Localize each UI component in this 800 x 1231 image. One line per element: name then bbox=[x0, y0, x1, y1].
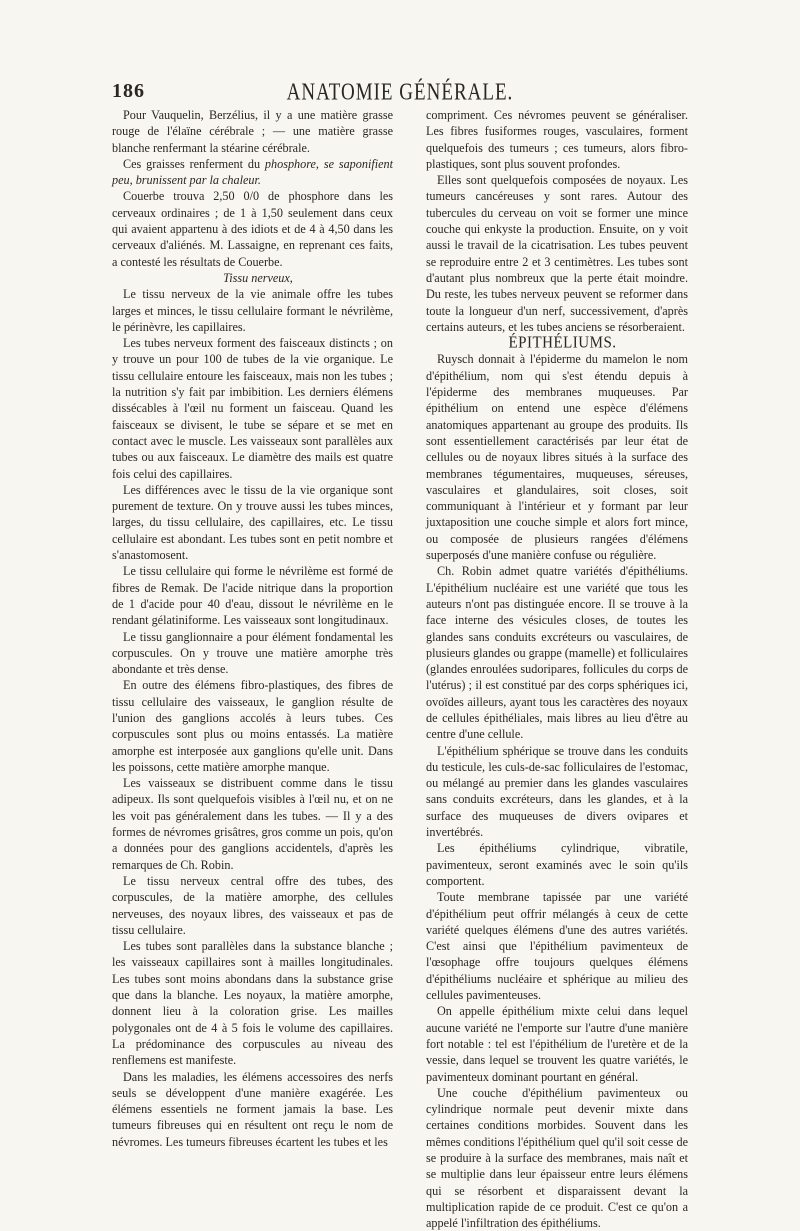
paragraph: Le tissu nerveux central offre des tubes, des corpuscules, de la matière amorphe, des cellules nerveuses, des noyaux libres, des vaisseaux et pas de tissu cellulaire. bbox=[112, 873, 393, 937]
running-title: ANATOMIE GÉNÉRALE. bbox=[286, 79, 514, 106]
paragraph: Une couche d'épithélium pavimenteux ou cylindrique normale peut devenir mixte dans certaines conditions morbides. Souvent dans les mêmes conditions l'épithélium quel qu'il soit cesse de se produire à la surface des membranes, mais naît et se multiplie dans leur épaisseur entre leurs élémens qui se résorbent et disparaissent devant la multiplication rapide de ce produit. C'est ce qu'on a appelé l'infiltration des épithéliums. bbox=[426, 1085, 688, 1231]
section-title: ÉPITHÉLIUMS. bbox=[508, 333, 617, 353]
paragraph-text: Ces graisses renferment du bbox=[123, 156, 265, 171]
subsection-title: Tissu nerveux, bbox=[223, 270, 293, 285]
left-column bbox=[112, 107, 393, 1150]
paragraph: Les tubes nerveux forment des faisceaux distincts ; on y trouve un pour 100 de tubes de la vie organique. Le tissu cellulaire entoure les faisceaux, mais non les tubes ; la nutrition s'y fait par imbibition. Les derniers élémens dissécables à l'œil nu forment un faisceau. Quand les faisceaux se divisent, le tube se sépare et se met en contact avec le muscle. Les vaisseaux sont parallèles aux tubes ou aux faisceaux. Le diamètre des mails est quatre fois celui des capillaires. bbox=[112, 336, 393, 481]
page-header bbox=[112, 80, 688, 110]
paragraph: Les vaisseaux se distribuent comme dans le tissu adipeux. Ils sont quelquefois visibles à l'œil nu, et on ne les voit pas généralement dans les tubes. — Il y a des formes de névromes grisâtres, gros comme un pois, qu'on a données pour des ganglions accidentels, d'après les remarques de Ch. Robin. bbox=[112, 776, 393, 872]
paragraph: Le tissu cellulaire qui forme le névrilème est formé de fibres de Remak. De l'acide nitrique dans la proportion de 1 d'acide pour 40 d'eau, dissout le névrilème en le rendant gélatiniforme. Les vaisseaux sont longitudinaux. bbox=[112, 564, 393, 628]
paragraph: L'épithélium sphérique se trouve dans les conduits du testicule, les culs-de-sac folliculaires de l'estomac, ou mélangé au premier dans les glandes vasculaires sans conduits excréteurs, dans les glandes, et à la surface des muqueuses de divers ovipares et invertébrés. bbox=[426, 743, 688, 840]
paragraph: Elles sont quelquefois composées de noyaux. Les tumeurs cancéreuses y sont rares. Autour des tubercules du cerveau on voit se former une mince couche qui enkyste la production. Ensuite, on y voit aussi le travail de la cicatrisation. Les tubes peuvent se reproduire entre 2 et 3 centimètres. Les tubes sont d'autant plus nombreux que la perte était moindre. Du reste, les tubes nerveux peuvent se reformer dans toute la longueur d'un nerf, successivement, d'après certains auteurs, et les tubes anciens se résorberaient. bbox=[426, 173, 688, 334]
paragraph: Les différences avec le tissu de la vie organique sont purement de texture. On y trouve aussi les tubes minces, larges, du tissu cellulaire, des capillaires, etc. Le tissu cellulaire est abondant. Les tubes sont en petit nombre et s'anastomosent. bbox=[112, 482, 393, 563]
paragraph: On appelle épithélium mixte celui dans lequel aucune variété ne l'emporte sur l'autre d'une manière fort notable : tel est l'épithélium de l'uretère et de la vessie, dans lequel se trouvent les quatre variétés, le pavimenteux dominant pourtant en général. bbox=[426, 1004, 688, 1084]
paragraph: En outre des élémens fibro-plastiques, des fibres de tissu cellulaire des vaisseaux, le ganglion résulte de l'union des ganglions accolés à leurs tubes. Ces corpuscules sont plus ou moins entassés. La matière amorphe est interposée aux ganglions qu'elle unit. Dans les poissons, cette matière amorphe manque. bbox=[112, 678, 393, 774]
italic-text: phosphore, se saponifient peu, brunissent par la chaleur. bbox=[112, 156, 393, 188]
paragraph: Le tissu nerveux de la vie animale offre les tubes larges et minces, le tissu cellulaire formant le névrilème, le périnèvre, les capillaires. bbox=[112, 287, 393, 334]
paragraph: Ruysch donnait à l'épiderme du mamelon le nom d'épithélium, nom qui s'est étendu depuis à l'épiderme des membranes muqueuses. Par épithélium on entend une espèce d'élémens anatomiques appartenant au groupe des produits. Ils sont essentiellement caractérisés par leur état de cellules ou de noyaux libres situés à la surface des membranes tégumentaires, muqueuses, séreuses, vasculaires et glandulaires, soit closes, soit communiquant à l'intérieur et y formant par leur juxtaposition une couche simple et alors fort mince, ou composée de plusieurs rangées d'élémens superposés d'une manière confuse ou régulière. bbox=[426, 352, 688, 563]
paragraph: Les tubes sont parallèles dans la substance blanche ; les vaisseaux capillaires sont à mailles longitudinales. Les tubes sont moins abondans dans la substance grise que dans la blanche. Les noyaux, la matière amorphe, donnent lieu à la coloration grise. Les mailles polygonales ont de 4 à 5 fois le volume des capillaires. La prédominance des corpuscules au niveau des renflemens est manifeste. bbox=[112, 939, 393, 1068]
paragraph: Pour Vauquelin, Berzélius, il y a une matière grasse rouge de l'élaïne cérébrale ; — une matière grasse blanche renfermant la stéarine cérébrale. bbox=[112, 108, 393, 155]
paragraph: Le tissu ganglionnaire a pour élément fondamental les corpuscules. On y trouve une matière amorphe très abondante et très dense. bbox=[112, 629, 393, 677]
paragraph: Les épithéliums cylindrique, vibratile, pavimenteux, seront examinés avec le soin qu'ils comportent. bbox=[426, 841, 688, 888]
page-number: 186 bbox=[112, 80, 145, 102]
right-column bbox=[426, 107, 688, 1231]
paragraph: Toute membrane tapissée par une variété d'épithélium peut offrir mélangés à ceux de cette variété quelques élémens d'une des autres variétés. C'est ainsi que l'épithélium pavimenteux de l'œsophage offre toujours quelques élémens d'épithéliums nucléaire et sphérique au milieu des cellules pavimenteuses. bbox=[426, 890, 688, 1003]
paragraph: Ch. Robin admet quatre variétés d'épithéliums. L'épithélium nucléaire est une variété que tous les auteurs n'ont pas distinguée encore. Il se trouve à la face interne des vésicules closes, de toutes les glandes sans conduits excréteurs ou vasculaires, de plusieurs glandes ou grappe (mamelle) et folliculaires (glandes enroulées sudoripares, follicules du corps de l'utérus) ; il est constitué par des corps sphériques ici, ovoïdes ailleurs, ayant tous les caractères des noyaux de cellules épithéliales, mais libres au lieu d'être au centre d'une cellule. bbox=[426, 564, 688, 742]
paragraph: Couerbe trouva 2,50 0/0 de phosphore dans les cerveaux ordinaires ; de 1 à 1,50 seulement dans ceux qui avaient appartenu à des idiots et de 4 à 4,50 dans les cerveaux d'aliénés. M. Lassaigne, en reprenant ces faits, a contesté les résultats de Couerbe. bbox=[112, 189, 393, 269]
paragraph: Dans les maladies, les élémens accessoires des nerfs seuls se développent d'une manière exagérée. Les élémens essentiels ne forment jamais la base. Les tumeurs fibreuses qui en résultent ont reçu le nom de névromes. Les tumeurs fibreuses écartent les tubes et les bbox=[112, 1069, 393, 1149]
paragraph bbox=[112, 156, 393, 189]
paragraph: compriment. Ces névromes peuvent se généraliser. Les fibres fusiformes rouges, vasculaires, forment quelquefois des tumeurs ; ces tumeurs, alors fibro-plastiques, sont plus souvent profondes. bbox=[426, 108, 688, 171]
